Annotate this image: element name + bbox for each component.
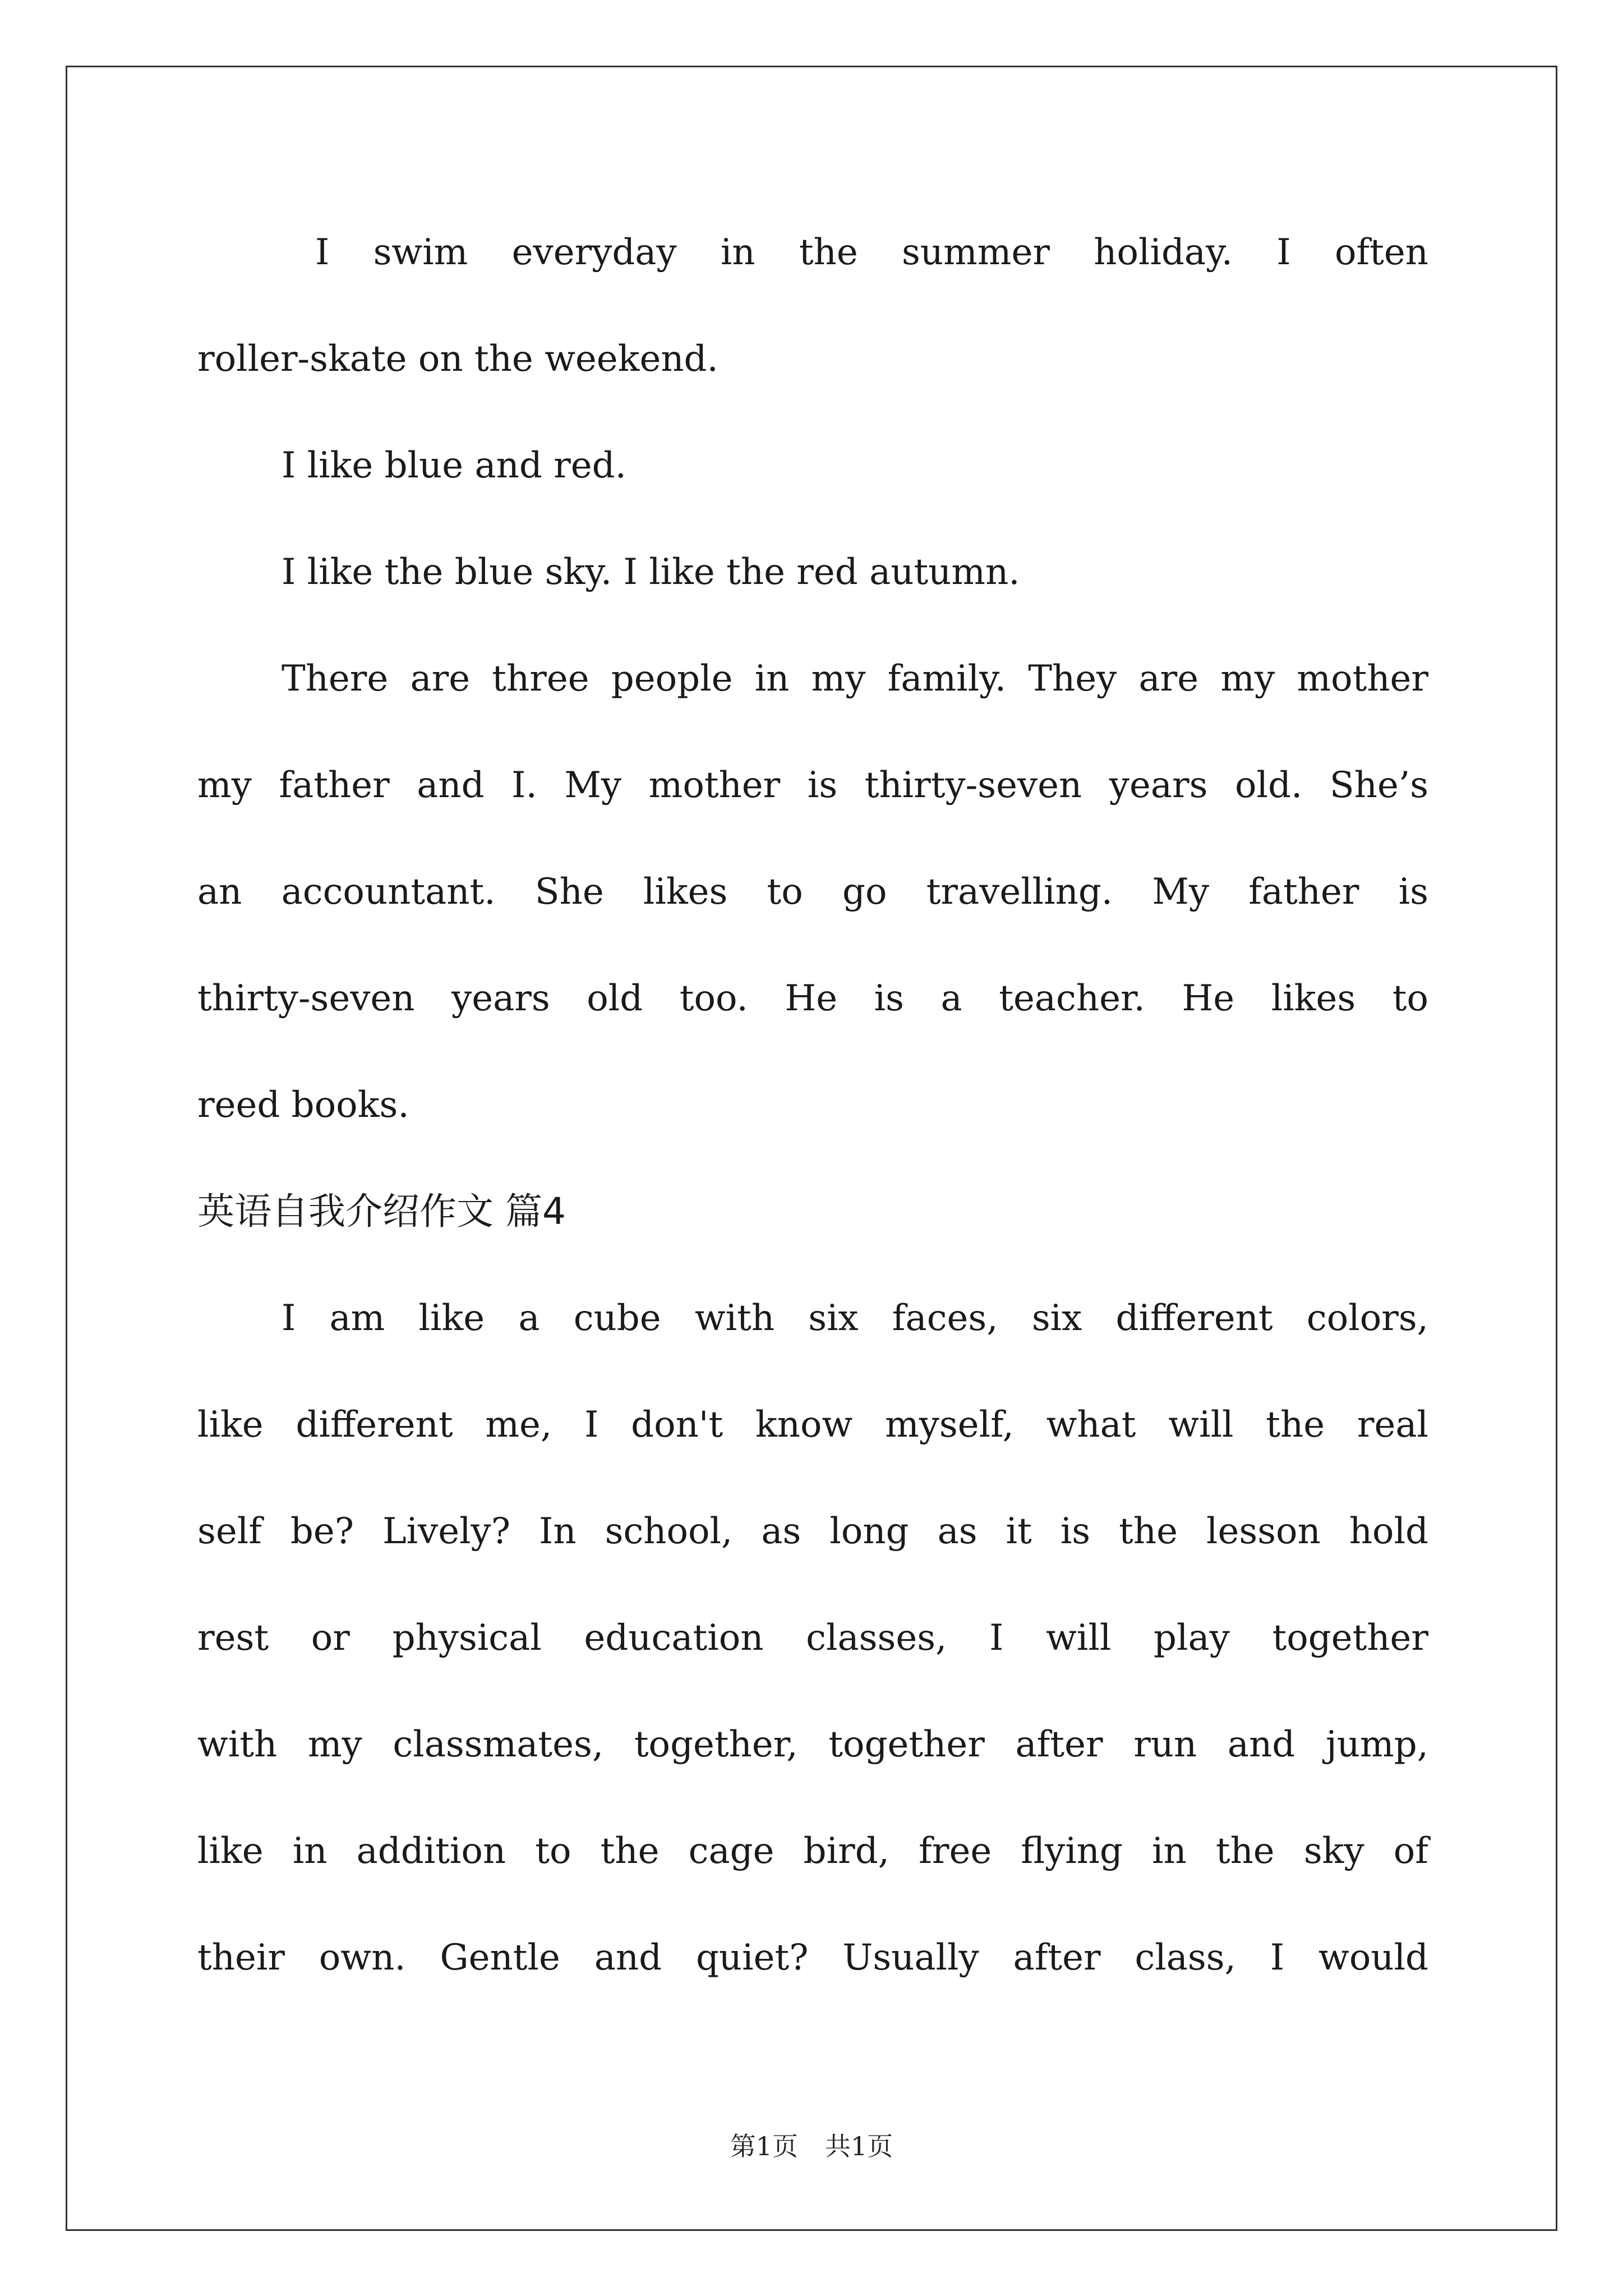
paragraph-4-line-2: my father and I. My mother is thirty-seven years old. She’s: [197, 765, 1428, 806]
page-footer: [0, 2126, 1623, 2163]
paragraph-5-line-5: with my classmates, together, together after run and jump,: [197, 1724, 1428, 1765]
paragraph-5-line-3: self be? Lively? In school, as long as it is the lesson hold: [197, 1511, 1428, 1552]
paragraph-4-line-1: There are three people in my family. They are my mother: [282, 658, 1428, 700]
paragraph-5-line-7: their own. Gentle and quiet? Usually after class, I would: [197, 1937, 1428, 1978]
paragraph-5-line-2: like different me, I don't know myself, what will the real: [197, 1404, 1428, 1446]
paragraph-2-line-1: I like blue and red.: [282, 445, 626, 486]
section-heading: 英语自我介绍作文 篇4: [197, 1190, 566, 1233]
paragraph-4-line-4: thirty-seven years old too. He is a teacher. He likes to: [197, 978, 1428, 1019]
paragraph-1-line-2: roller-skate on the weekend.: [197, 338, 718, 380]
paragraph-5-line-4: rest or physical education classes, I will play together: [197, 1617, 1428, 1659]
paragraph-3-line-1: I like the blue sky. I like the red autumn.: [282, 551, 1020, 593]
page-number-total: 共1页: [825, 2131, 893, 2161]
page-number-current: 第1页: [730, 2131, 798, 2161]
paragraph-4-line-3: an accountant. She likes to go travelling. My father is: [197, 871, 1428, 913]
document-body: [197, 219, 1428, 2031]
paragraph-4-line-5: reed books.: [197, 1084, 409, 1126]
paragraph-1-line-1: I swim everyday in the summer holiday. I often: [315, 232, 1428, 273]
paragraph-5-line-1: I am like a cube with six faces, six different colors,: [282, 1297, 1428, 1339]
paragraph-5-line-6: like in addition to the cage bird, free flying in the sky of: [197, 1830, 1428, 1872]
